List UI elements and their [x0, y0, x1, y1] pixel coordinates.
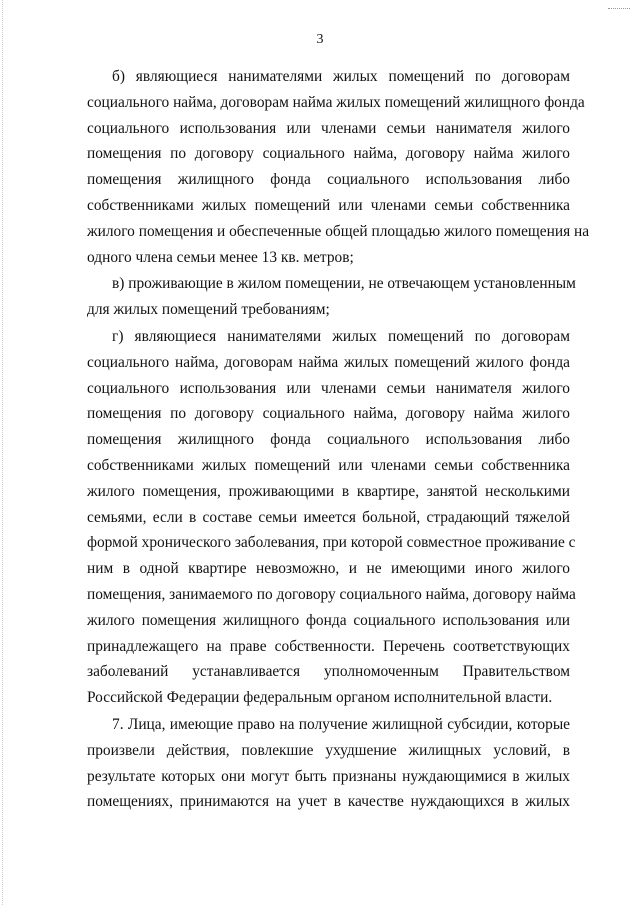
paragraph-v — [87, 271, 576, 323]
text-line: принадлежащего на праве собственности. Перечень соответствующих — [87, 637, 570, 655]
text-line: ним в одной квартире невозможно, и не имеющими иного жилого — [87, 560, 570, 578]
scan-mark — [608, 8, 630, 11]
text-line: Российской Федерации федеральным органом исполнительной власти. — [87, 689, 553, 707]
text-line: помещения по договору социального найма, договору найма жилого — [87, 405, 570, 423]
text-line: результате которых они могут быть признаны нуждающимися в жилых — [87, 767, 570, 785]
text-line: 7. Лица, имеющие право на получение жилищной субсидии, которые — [112, 715, 570, 733]
paragraph-b — [87, 64, 590, 270]
text-line: помещения по договору социального найма, договору найма жилого — [87, 145, 570, 163]
paragraph-7 — [87, 712, 570, 815]
text-line: жилого помещения и обеспеченные общей площадью жилого помещения на — [87, 222, 590, 240]
text-line: помещения жилищного фонда социального использования либо — [87, 171, 570, 189]
text-line: семьями, если в составе семьи имеется больной, страдающий тяжелой — [87, 508, 570, 526]
text-line: заболеваний устанавливается уполномоченным Правительством — [87, 663, 570, 681]
text-line: г) являющиеся нанимателями жилых помещений по договорам — [112, 327, 570, 345]
page-number: 3 — [316, 32, 324, 47]
text-line: собственниками жилых помещений или членами семьи собственника — [87, 456, 570, 474]
text-line: формой хронического заболевания, при которой совместное проживание с — [87, 534, 576, 552]
text-line: помещения, занимаемого по договору социального найма, договору найма — [87, 585, 576, 603]
text-line: одного члена семьи менее 13 кв. метров; — [87, 248, 354, 266]
text-line: жилого помещения, проживающими в квартире, занятой несколькими — [87, 482, 570, 500]
text-line: помещениях, принимаются на учет в качестве нуждающихся в жилых — [87, 793, 570, 811]
text-line: социального использования или членами семьи нанимателя жилого — [87, 119, 570, 137]
scan-edge — [2, 0, 4, 905]
text-line: произвели действия, повлекшие ухудшение жилищных условий, в — [87, 741, 570, 759]
text-line: социального найма, договорам найма жилых помещений жилищного фонда — [87, 93, 585, 111]
document-body — [87, 64, 590, 815]
text-line: для жилых помещений требованиям; — [87, 301, 330, 319]
text-line: социального найма, договорам найма жилых помещений жилого фонда — [87, 353, 570, 371]
text-line: помещения жилищного фонда социального использования либо — [87, 431, 570, 449]
text-line: собственниками жилых помещений или членами семьи собственника — [87, 196, 570, 214]
text-line: социального использования или членами семьи нанимателя жилого — [87, 379, 570, 397]
text-line: жилого помещения жилищного фонда социального использования или — [87, 611, 570, 629]
paragraph-g — [87, 324, 576, 711]
text-line: в) проживающие в жилом помещении, не отвечающем установленным — [112, 275, 576, 293]
text-line: б) являющиеся нанимателями жилых помещений по договорам — [112, 68, 570, 85]
